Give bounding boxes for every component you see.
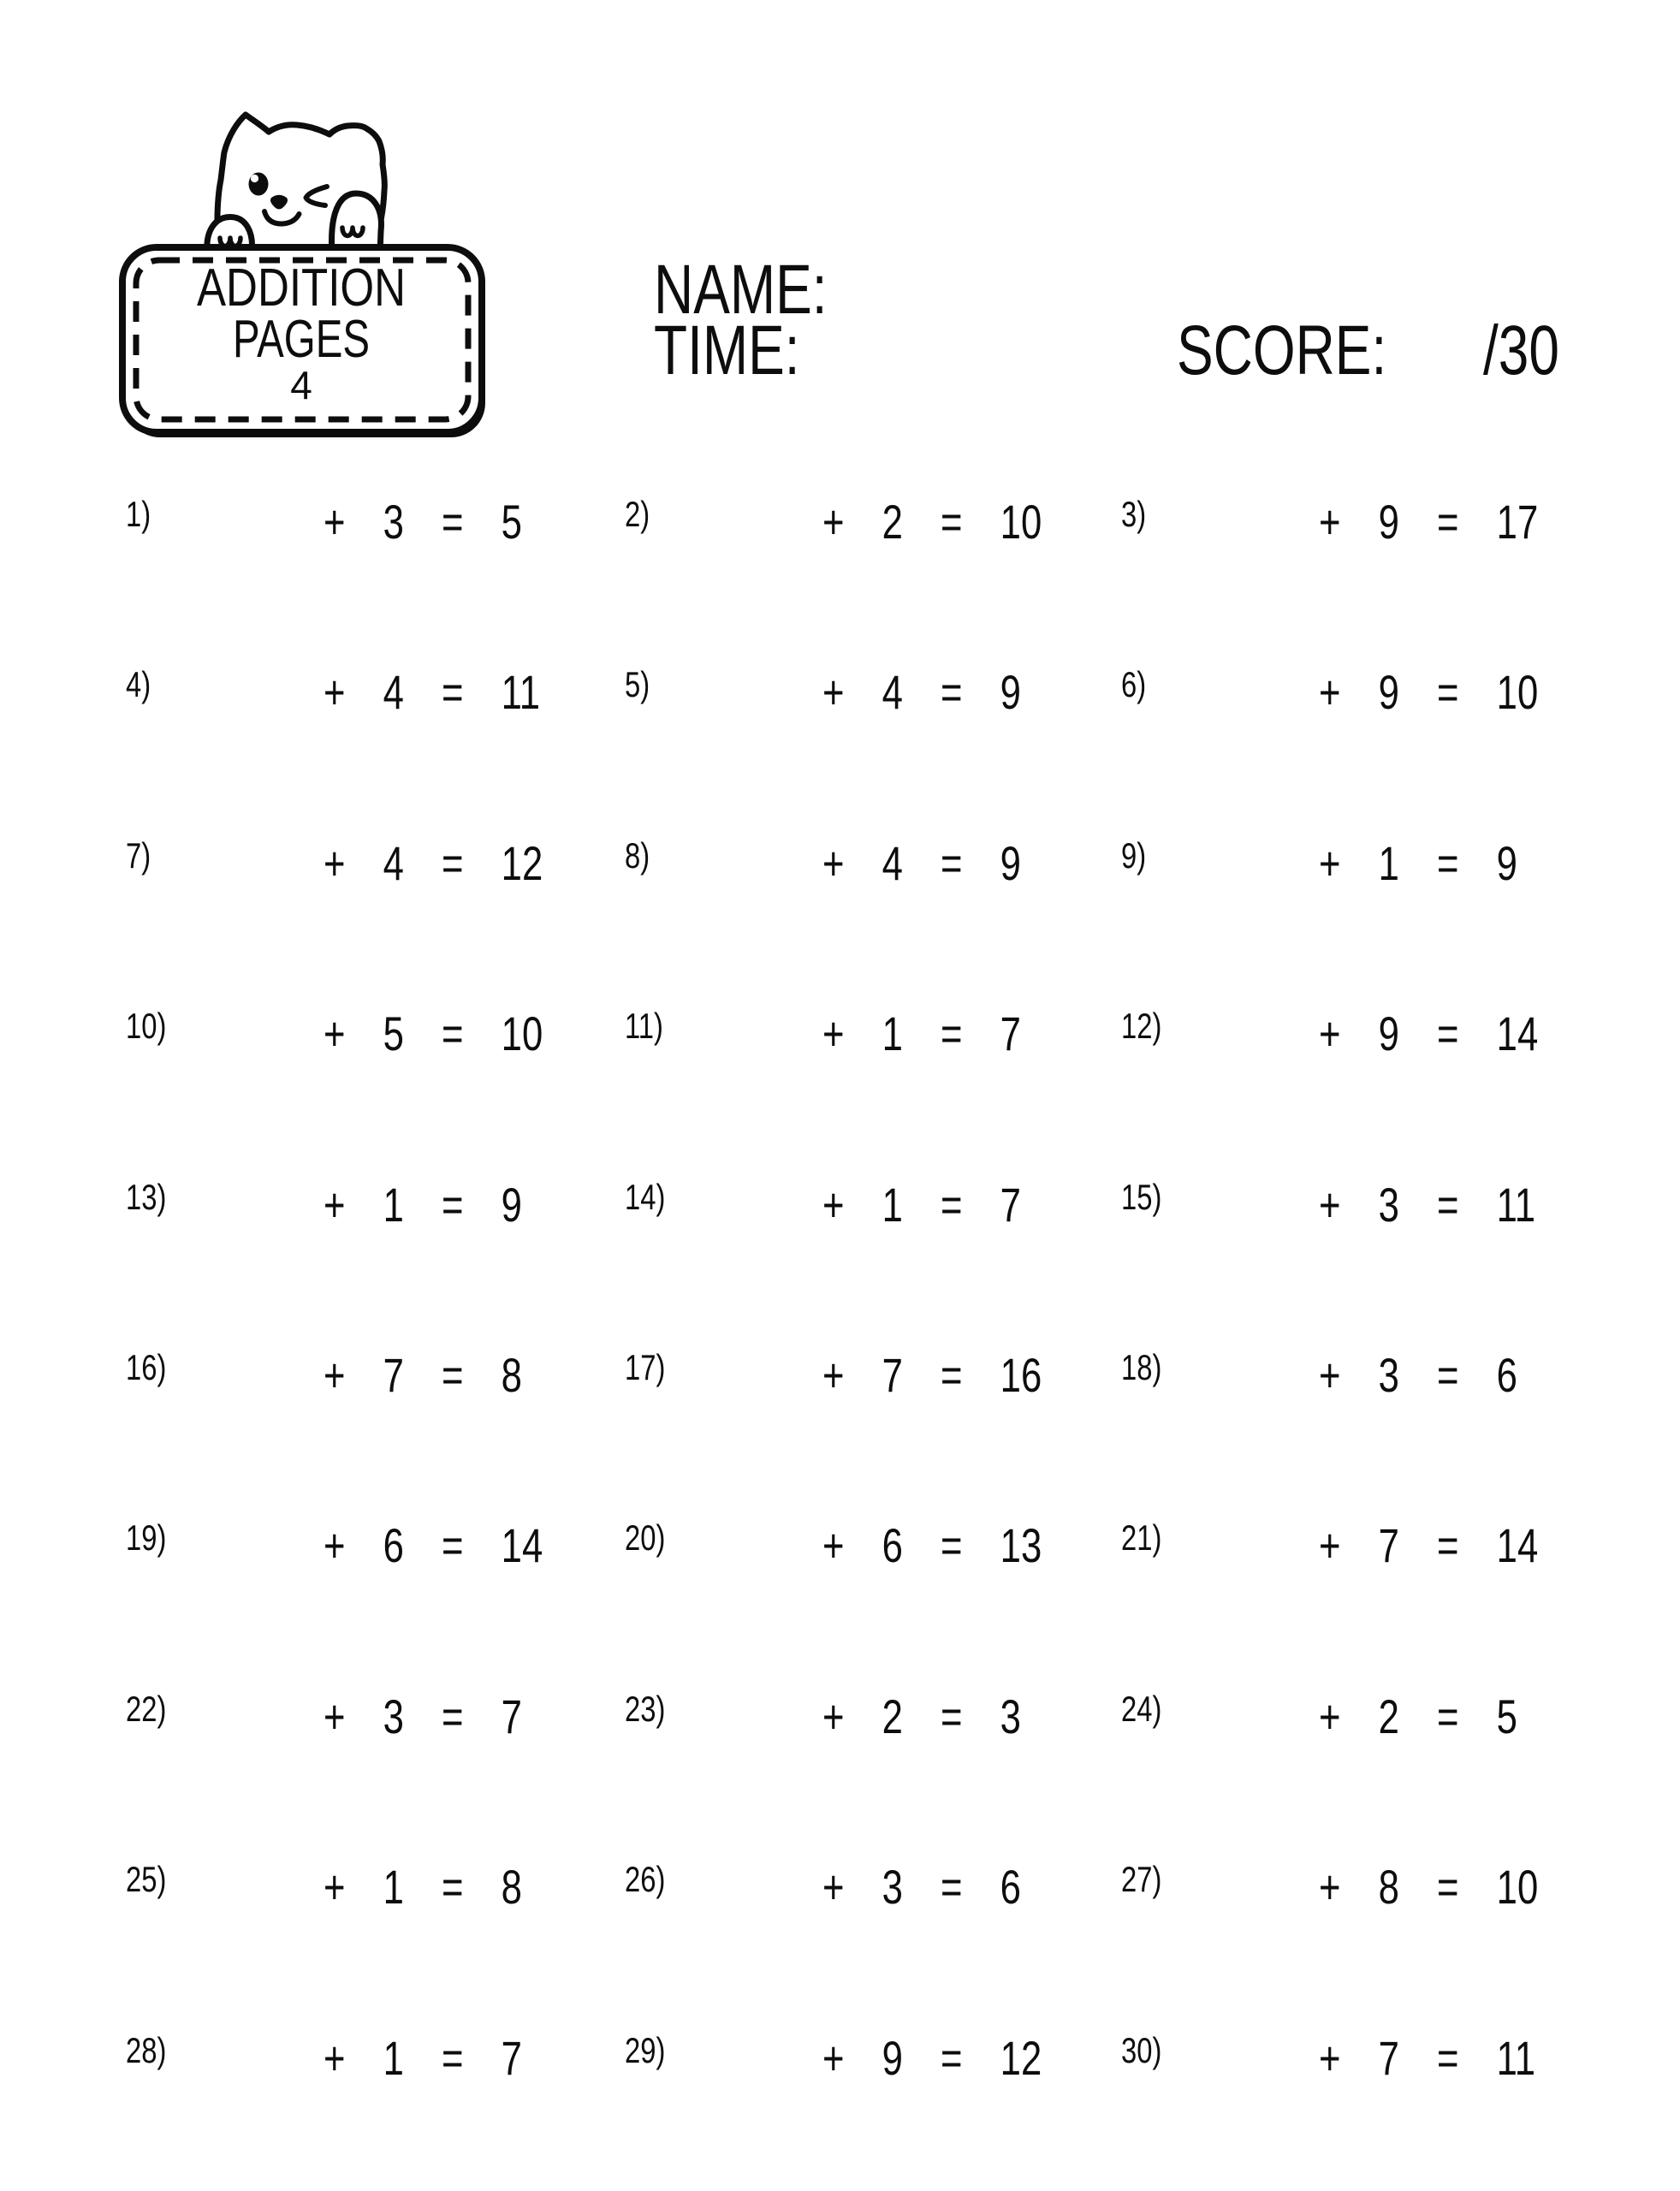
problem-cell — [997, 496, 1680, 667]
problem-cell — [501, 1346, 1042, 1520]
problem-cell — [997, 2029, 1680, 2191]
problem-expression: + 3 = 5 — [324, 495, 522, 549]
answer-blank[interactable] — [1215, 2033, 1319, 2082]
problem-expression: + 7 = 14 — [1319, 1518, 1539, 1573]
answer-blank[interactable] — [1215, 1691, 1319, 1741]
problem-cell — [501, 494, 1042, 667]
problem-cell — [501, 1688, 1021, 1861]
problem-cell — [501, 834, 1021, 1008]
problem-number: 1) — [126, 494, 151, 534]
problem-cell — [0, 1688, 522, 1861]
problem-number: 28) — [126, 2029, 167, 2070]
sign-title-line3: 4 — [290, 363, 312, 407]
problem-expression: + 1 = 8 — [324, 1860, 522, 1915]
problem-cell — [0, 834, 543, 1008]
problem-number: 6) — [1121, 664, 1147, 705]
problem-expression: + 4 = 12 — [324, 835, 543, 890]
problem-expression: + 3 = 6 — [1319, 1347, 1517, 1402]
problem-expression: + 9 = 12 — [822, 2030, 1042, 2085]
answer-blank[interactable] — [220, 1008, 324, 1058]
answer-blank[interactable] — [220, 1179, 324, 1229]
problem-cell — [997, 1688, 1680, 1861]
problem-expression: + 6 = 14 — [324, 1518, 543, 1573]
cat-eye-highlight — [251, 175, 258, 182]
answer-blank[interactable] — [719, 1861, 822, 1911]
cat-eye-open — [249, 173, 269, 196]
answer-blank[interactable] — [719, 2033, 822, 2082]
answer-blank[interactable] — [220, 2033, 324, 2082]
problem-cell — [0, 664, 541, 837]
problem-cell — [501, 664, 1021, 837]
sign-title-line1: ADDITION — [197, 258, 406, 318]
problem-number: 27) — [1121, 1859, 1162, 1900]
problem-number: 25) — [126, 1859, 167, 1900]
answer-blank[interactable] — [220, 1520, 324, 1570]
answer-blank[interactable] — [220, 1861, 324, 1911]
problem-number: 11) — [625, 1006, 663, 1047]
problem-number: 12) — [1121, 1006, 1162, 1047]
problem-expression: + 1 = 7 — [822, 1006, 1021, 1061]
problem-cell — [997, 664, 1680, 837]
problem-expression: + 9 = 14 — [1319, 1006, 1539, 1061]
problem-number: 9) — [1121, 834, 1147, 876]
answer-blank[interactable] — [1215, 1520, 1319, 1570]
problem-number: 24) — [1121, 1688, 1162, 1729]
problem-cell — [997, 1517, 1680, 1690]
problem-number: 14) — [625, 1176, 666, 1217]
answer-blank[interactable] — [719, 1520, 822, 1570]
problem-number: 26) — [625, 1859, 666, 1900]
problem-number: 4) — [126, 664, 151, 705]
problem-cell — [501, 1006, 1021, 1179]
problem-number: 20) — [625, 1517, 666, 1559]
problem-number: 10) — [126, 1006, 167, 1047]
problem-cell — [0, 1859, 522, 2032]
problem-number: 5) — [625, 664, 650, 705]
answer-blank[interactable] — [220, 496, 324, 546]
time-label-text: TIME: — [654, 312, 800, 389]
problem-expression: + 4 = 11 — [324, 665, 541, 720]
problem-number: 23) — [625, 1688, 666, 1729]
problem-cell — [0, 2029, 522, 2191]
problem-number: 29) — [625, 2029, 666, 2070]
problem-expression: + 5 = 10 — [324, 1006, 543, 1061]
problem-number: 8) — [625, 834, 650, 876]
problem-cell — [501, 1176, 1021, 1350]
problem-expression: + 9 = 17 — [1319, 495, 1539, 549]
problem-cell — [0, 1176, 522, 1350]
problem-expression: + 3 = 7 — [324, 1689, 522, 1743]
problem-expression: + 3 = 11 — [1319, 1177, 1536, 1232]
answer-blank[interactable] — [719, 496, 822, 546]
problem-number: 17) — [625, 1346, 666, 1387]
problem-cell — [0, 1517, 543, 1690]
problem-cell — [501, 1859, 1021, 2032]
answer-blank[interactable] — [719, 838, 822, 888]
answer-blank[interactable] — [1215, 496, 1319, 546]
problem-number: 3) — [1121, 494, 1147, 534]
answer-blank[interactable] — [719, 1008, 822, 1058]
problem-expression: + 4 = 9 — [822, 665, 1021, 720]
sign-board — [122, 247, 485, 437]
sign-title-line2: PAGES — [233, 310, 370, 369]
problem-expression: + 7 = 11 — [1319, 2030, 1536, 2085]
problem-expression: + 1 = 7 — [822, 1177, 1021, 1232]
problem-cell — [0, 494, 522, 667]
problem-cell — [997, 1861, 1680, 2032]
cat-badge — [111, 103, 496, 454]
problem-expression: + 6 = 13 — [822, 1518, 1042, 1573]
score-total — [1483, 312, 1581, 389]
problem-grid — [0, 496, 1680, 2191]
answer-blank[interactable] — [719, 1691, 822, 1741]
problem-number: 2) — [625, 494, 650, 534]
answer-blank[interactable] — [1215, 1861, 1319, 1911]
problem-number: 21) — [1121, 1517, 1162, 1559]
problem-expression: + 4 = 9 — [822, 835, 1021, 890]
problem-number: 30) — [1121, 2029, 1162, 2070]
answer-blank[interactable] — [719, 667, 822, 716]
answer-blank[interactable] — [719, 1179, 822, 1229]
problem-cell — [997, 1346, 1680, 1520]
problem-expression: + 2 = 5 — [1319, 1689, 1517, 1743]
answer-blank[interactable] — [220, 838, 324, 888]
problem-expression: + 1 = 9 — [1319, 835, 1517, 890]
answer-blank[interactable] — [1215, 667, 1319, 716]
problem-expression: + 1 = 9 — [324, 1177, 522, 1232]
score-blank[interactable] — [1386, 318, 1476, 374]
problem-expression: + 7 = 16 — [822, 1347, 1042, 1402]
problem-number: 16) — [126, 1346, 167, 1387]
problem-expression: + 2 = 3 — [822, 1689, 1021, 1743]
time-blank[interactable] — [813, 318, 1138, 374]
name-blank[interactable] — [847, 257, 1395, 313]
problem-number: 15) — [1121, 1176, 1162, 1217]
problem-cell — [501, 1517, 1042, 1690]
score-total-text: /30 — [1483, 312, 1559, 389]
answer-blank[interactable] — [220, 1691, 324, 1741]
problem-number: 19) — [126, 1517, 167, 1559]
problem-number: 13) — [126, 1176, 167, 1217]
problem-cell — [0, 1006, 543, 1179]
problem-expression: + 8 = 10 — [1319, 1860, 1539, 1915]
score-label-text: SCORE: — [1177, 312, 1387, 389]
answer-blank[interactable] — [220, 1350, 324, 1399]
answer-blank[interactable] — [1215, 1179, 1319, 1229]
problem-expression: + 1 = 7 — [324, 2030, 522, 2085]
problem-expression: + 9 = 10 — [1319, 665, 1539, 720]
problem-cell — [997, 1176, 1680, 1350]
cat-icon — [207, 115, 385, 253]
problem-expression: + 3 = 6 — [822, 1860, 1021, 1915]
problem-cell — [0, 1346, 522, 1520]
answer-blank[interactable] — [220, 667, 324, 716]
problem-cell — [997, 834, 1680, 1008]
answer-blank[interactable] — [1215, 1008, 1319, 1058]
answer-blank[interactable] — [1215, 1350, 1319, 1399]
problem-expression: + 2 = 10 — [822, 495, 1042, 549]
problem-expression: + 7 = 8 — [324, 1347, 522, 1402]
answer-blank[interactable] — [719, 1350, 822, 1399]
name-label-text: NAME: — [654, 251, 828, 329]
problem-cell — [997, 1008, 1680, 1179]
problem-cell — [501, 2029, 1042, 2191]
problem-number: 22) — [126, 1688, 167, 1729]
answer-blank[interactable] — [1215, 838, 1319, 888]
problem-number: 18) — [1121, 1346, 1162, 1387]
problem-number: 7) — [126, 834, 151, 876]
